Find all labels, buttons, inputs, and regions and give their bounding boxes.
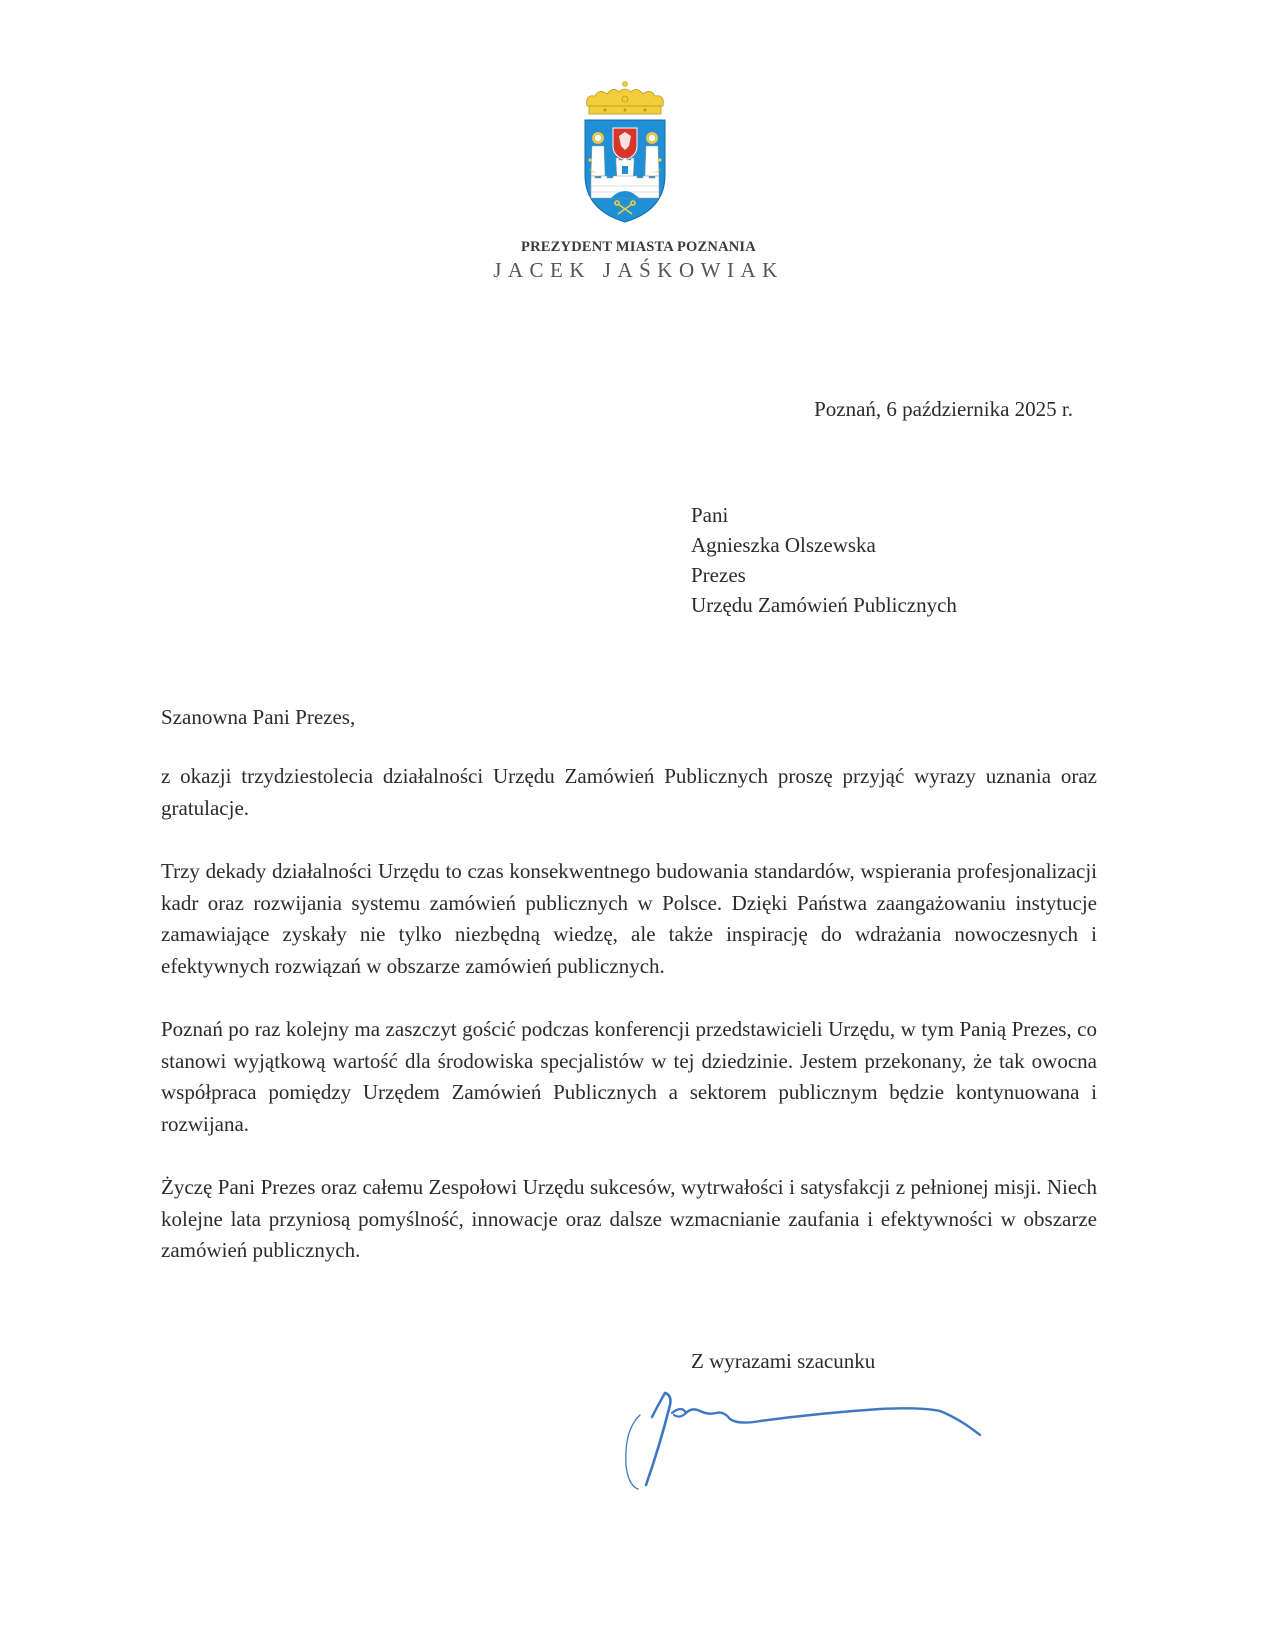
closing-phrase: Z wyrazami szacunku	[691, 1349, 876, 1373]
paragraph: Życzę Pani Prezes oraz całemu Zespołowi Urzędu sukcesów, wytrwałości i satysfakcji z pełnionej misji. Niech kolejne lata przyniosą pomyślność, innowacje oraz dalsze wzmacnianie zaufania i efektywności w obszarze zamówień publicznych.	[161, 1175, 1097, 1262]
handwritten-signature-icon	[620, 1385, 1020, 1495]
recipient-block	[691, 500, 957, 620]
paragraph: Poznań po raz kolejny ma zaszczyt gościć podczas konferencji przedstawicieli Urzędu, w tym Panią Prezes, co stanowi wyjątkową wartość dla środowiska specjalistów w tej dziedzinie. Jestem przekonany, że tak owocna współpraca pomiędzy Urzędem Zamówień Publicznych a sektorem publicznym będzie kontynuowana i rozwijana.	[161, 1017, 1097, 1136]
recipient-line: Pani	[691, 503, 729, 527]
mayor-name: JACEK JAŚKOWIAK	[493, 258, 784, 282]
salutation: Szanowna Pani Prezes,	[161, 705, 356, 729]
paragraph: Trzy dekady działalności Urzędu to czas konsekwentnego budowania standardów, wspierania profesjonalizacji kadr oraz rozwijania systemu zamówień publicznych w Polsce. Dzięki Państwa zaangażowaniu instytucje zamawiające zyskały nie tylko niezbędną wiedzę, ale także inspirację do wdrażania nowoczesnych i efektywnych rozwiązań w obszarze zamówień publicznych.	[161, 859, 1097, 978]
crown-icon	[587, 82, 664, 115]
recipient-line: Prezes	[691, 563, 746, 587]
office-title: PREZYDENT MIASTA POZNANIA	[521, 239, 756, 255]
recipient-line: Agnieszka Olszewska	[691, 533, 876, 557]
letter-date: Poznań, 6 października 2025 r.	[814, 397, 1073, 421]
poznan-coat-of-arms-icon	[575, 80, 675, 225]
paragraph: z okazji trzydziestolecia działalności Urzędu Zamówień Publicznych proszę przyjąć wyrazy uznania oraz gratulacje.	[161, 764, 1097, 820]
recipient-line: Urzędu Zamówień Publicznych	[691, 593, 957, 617]
